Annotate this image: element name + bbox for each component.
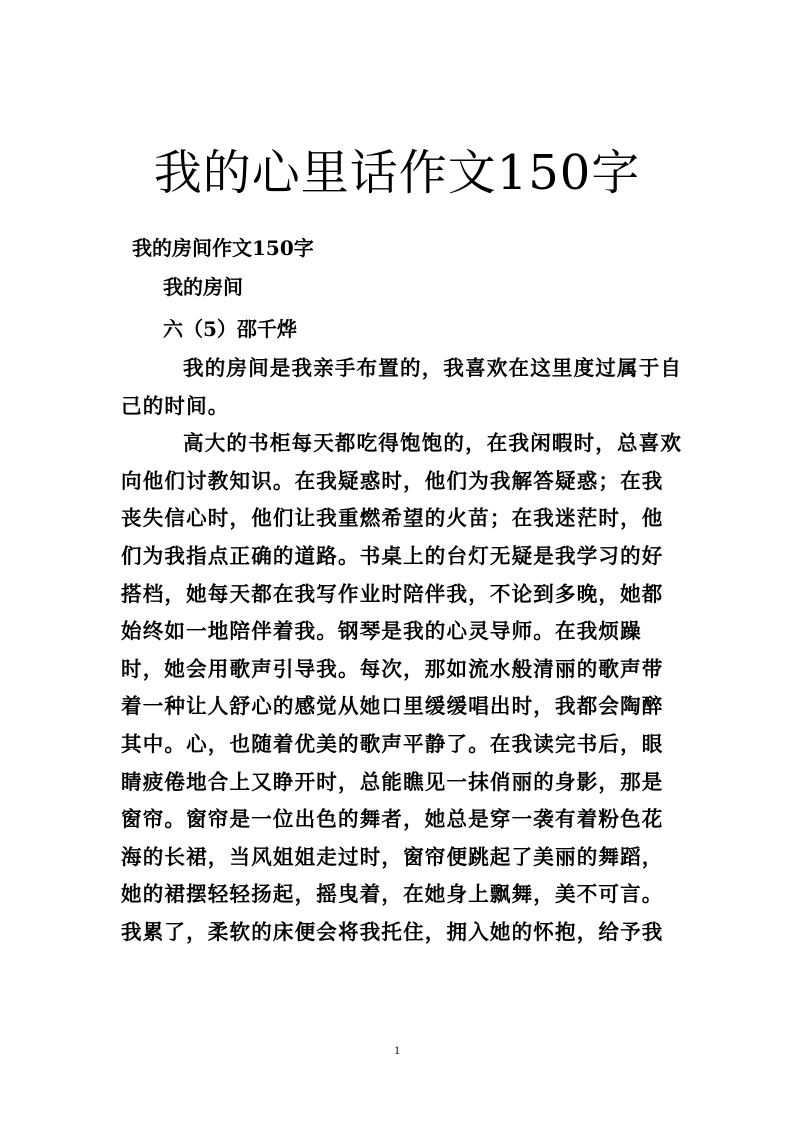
paragraph-2-line: 窗帘。窗帘是一位出色的舞者，她总是穿一袭有着粉色花 (121, 807, 664, 832)
author-line: 六（5）邵千烨 (163, 317, 297, 341)
paragraph-2-line: 搭档，她每天都在我写作业时陪伴我，不论到多晚，她都 (121, 581, 664, 606)
document-title: 我的心里话作文150字 (153, 145, 641, 201)
paragraph-2-line: 她的裙摆轻轻扬起，摇曳着，在她身上飘舞，美不可言。 (121, 882, 664, 907)
paragraph-2-line: 们为我指点正确的道路。书桌上的台灯无疑是我学习的好 (121, 543, 664, 568)
page-number: 1 (394, 1043, 400, 1057)
paragraph-2-line: 时，她会用歌声引导我。每次，那如流水般清丽的歌声带 (121, 656, 664, 681)
paragraph-2-line: 其中。心，也随着优美的歌声平静了。在我读完书后，眼 (121, 731, 664, 756)
paragraph-2-line: 向他们讨教知识。在我疑惑时，他们为我解答疑惑；在我 (121, 468, 664, 493)
paragraph-1-line: 我的房间是我亲手布置的，我喜欢在这里度过属于自 (183, 356, 683, 380)
paragraph-2-line: 睛疲倦地合上又睁开时，总能瞧见一抹俏丽的身影，那是 (121, 769, 664, 794)
paragraph-2-line: 海的长裙，当风姐姐走过时，窗帘便跳起了美丽的舞蹈， (121, 844, 664, 869)
paragraph-2-line: 丧失信心时，他们让我重燃希望的火苗；在我迷茫时，他 (121, 506, 664, 531)
essay-title: 我的房间 (163, 275, 243, 299)
paragraph-2-line: 着一种让人舒心的感觉从她口里缓缓唱出时，我都会陶醉 (121, 694, 664, 719)
paragraph-1-line: 己的时间。 (121, 393, 230, 418)
essay-body (121, 355, 681, 957)
paragraph-2-line: 高大的书柜每天都吃得饱饱的，在我闲暇时，总喜欢 (183, 431, 683, 456)
paragraph-2-line: 我累了，柔软的床便会将我托住，拥入她的怀抱，给予我 (121, 919, 664, 944)
paragraph-2-line: 始终如一地陪伴着我。钢琴是我的心灵导师。在我烦躁 (121, 619, 642, 644)
subtitle: 我的房间作文150字 (132, 236, 314, 260)
